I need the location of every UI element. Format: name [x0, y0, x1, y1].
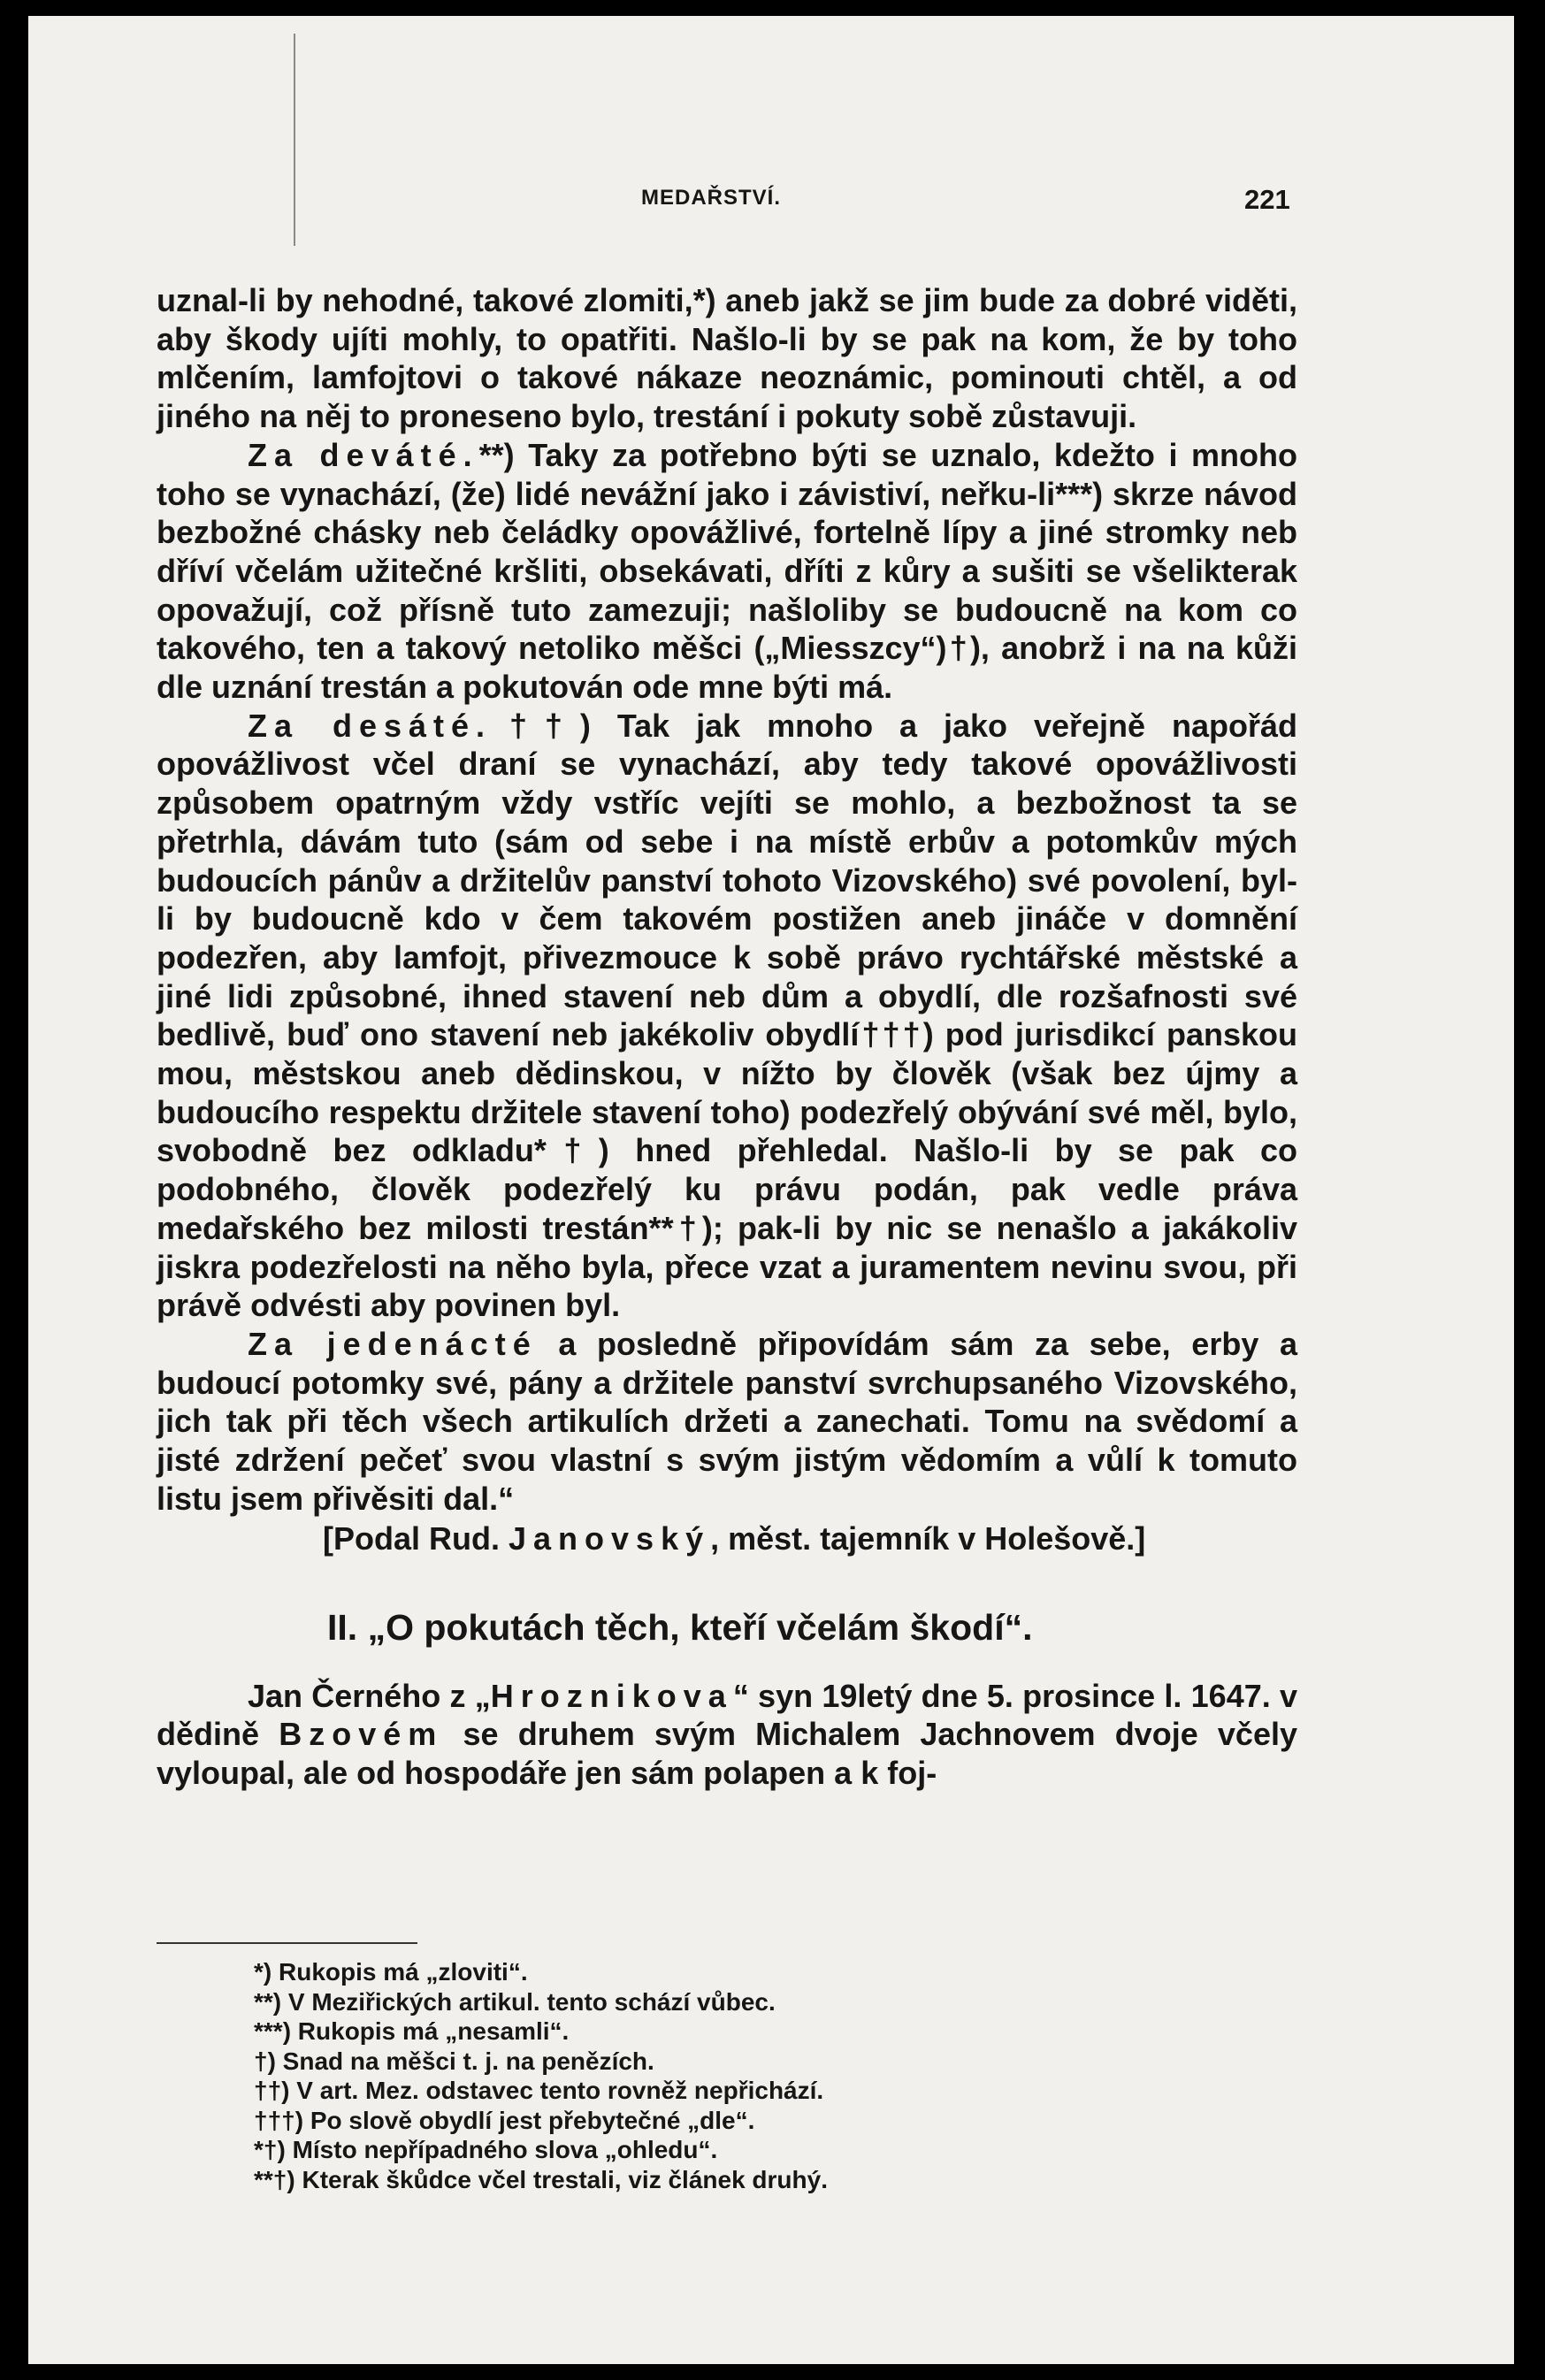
book-page	[28, 16, 1514, 2364]
paragraph-eleventh	[157, 1325, 1297, 1519]
paragraph-lead: Za desáté.	[248, 707, 493, 744]
paragraph-text: a posledně připovídám sám za sebe, erby a budoucí potomky své, pány a držitele panství svrchupsaného Vizovského, jich tak při těch všech artikulích držeti a zanechati. Tomu na svědomí a jisté zdržení pečeť svou vlastní s svým jistým vědomím a vůlí k tomuto listu jsem přivěsiti dal.“	[157, 1325, 1297, 1517]
page-header	[28, 186, 1514, 230]
footnote: *) Rukopis má „zloviti“.	[254, 1958, 528, 1986]
footnote-divider	[157, 1942, 417, 1944]
running-title: MEDAŘSTVÍ.	[641, 186, 782, 210]
footnote: **) V Meziřických artikul. tento schází vůbec.	[254, 1987, 776, 2016]
footnotes-list	[254, 1957, 1138, 2194]
page-body	[157, 281, 1297, 1793]
paragraph-tenth	[157, 707, 1297, 1325]
footnote: †) Snad na měšci t. j. na penězích.	[254, 2047, 654, 2075]
paragraph-continuation: uznal-li by nehodné, takové zlomiti,*) aneb jakž se jim bude za dobré viděti, aby škody ujíti mohly, to opatřiti. Našlo-li by se pak na kom, že by toho mlčením, lamfojtovi o takové nákaze neoznámic, pominouti chtěl, a od jiného na něj to proneseno bylo, trestání i pokuty sobě zůstavuji.	[157, 282, 1297, 435]
paragraph-lead: Za jedenácté	[248, 1325, 538, 1362]
paragraph-section-two: Jan Černého z „Hroznikova“ syn 19letý dne 5. prosince l. 1647. v dědině Bzovém se druhem svým Michalem Jachnovem dvoje včely vyloupal, ale od hospodáře jen sám polapen a k foj-	[157, 1677, 1297, 1791]
paragraph-ninth	[157, 436, 1297, 707]
paragraph-lead: Za deváté.	[248, 436, 479, 473]
source-credit: [Podal Rud. Janovský, měst. tajemník v Holešově.]	[323, 1519, 1146, 1557]
footnote: ††) V art. Mez. odstavec tento rovněž nepřichází.	[254, 2077, 824, 2104]
paragraph-text: **) Taky za potřebno býti se uznalo, kdežto i mnoho toho se vynachází, (že) lidé nevážní jako i závistiví, neřku-li***) skrze návod bezbožné chásky neb čeládky opovážlivé, fortelně lípy a jiné stromky neb dříví včelám užitečné kršliti, obsekávati, dříti z kůry a sušiti se všelikterak opovažují, což přísně tuto zamezuji; našloliby se budoucně na kom co takového, ten a takový netoliko měšci („Miesszcy“)†), anobrž i na na kůži dle uznání trestán a pokutován ode mne býti má.	[157, 436, 1297, 706]
footnote: ***) Rukopis má „nesamli“.	[254, 2017, 570, 2045]
page-number: 221	[1244, 184, 1290, 215]
footnote: **†) Kterak škůdce včel trestali, viz článek druhý.	[254, 2165, 828, 2193]
place-name: Hroznikova	[490, 1677, 733, 1714]
place-name: Bzovém	[279, 1716, 444, 1753]
paragraph-text: ††) Tak jak mnoho a jako veřejně napořád opovážlivost včel draní se vynachází, aby tedy takové opovážlivosti způsobem opatrným vždy vstříc vejíti se mohlo, a bezbožnost ta se přetrhla, dávám tuto (sám od sebe i na místě erbův a potomkův mých budoucích pánův a držitelův panství tohoto Vizovského) své povolení, byl-li by budoucně kdo v čem takovém postižen aneb jináče v domnění podezřen, aby lamfojt, přivezmouce k sobě právo rychtářské městské a jiné lidi způsobné, ihned stavení neb dům a obydlí, dle rozšafnosti své bedlivě, buď ono stavení neb jakékoliv obydlí†††) pod jurisdikcí panskou mou, městskou aneb dědinskou, v nížto by člověk (však bez újmy a budoucího respektu držitele stavení toho) podezřelý obývání své měl, bylo, svobodně bez odkladu*†) hned přehledal. Našlo-li by se pak co podobného, člověk podezřelý ku právu podán, pak vedle práva medařského bez milosti trestán**†); pak-li by nic se nenašlo a jakákoliv jiskra podezřelosti na něho byla, přece vzat a juramentem nevinu svou, při právě odvésti aby povinen byl.	[157, 707, 1297, 1324]
footnote: *†) Místo nepřípadného slova „ohledu“.	[254, 2136, 718, 2163]
footnote: †††) Po slově obydlí jest přebytečné „dle“.	[254, 2106, 755, 2134]
credit-author: Janovský	[509, 1519, 711, 1557]
section-title: II. „O pokutách těch, kteří včelám škodí“.	[327, 1606, 1033, 1648]
